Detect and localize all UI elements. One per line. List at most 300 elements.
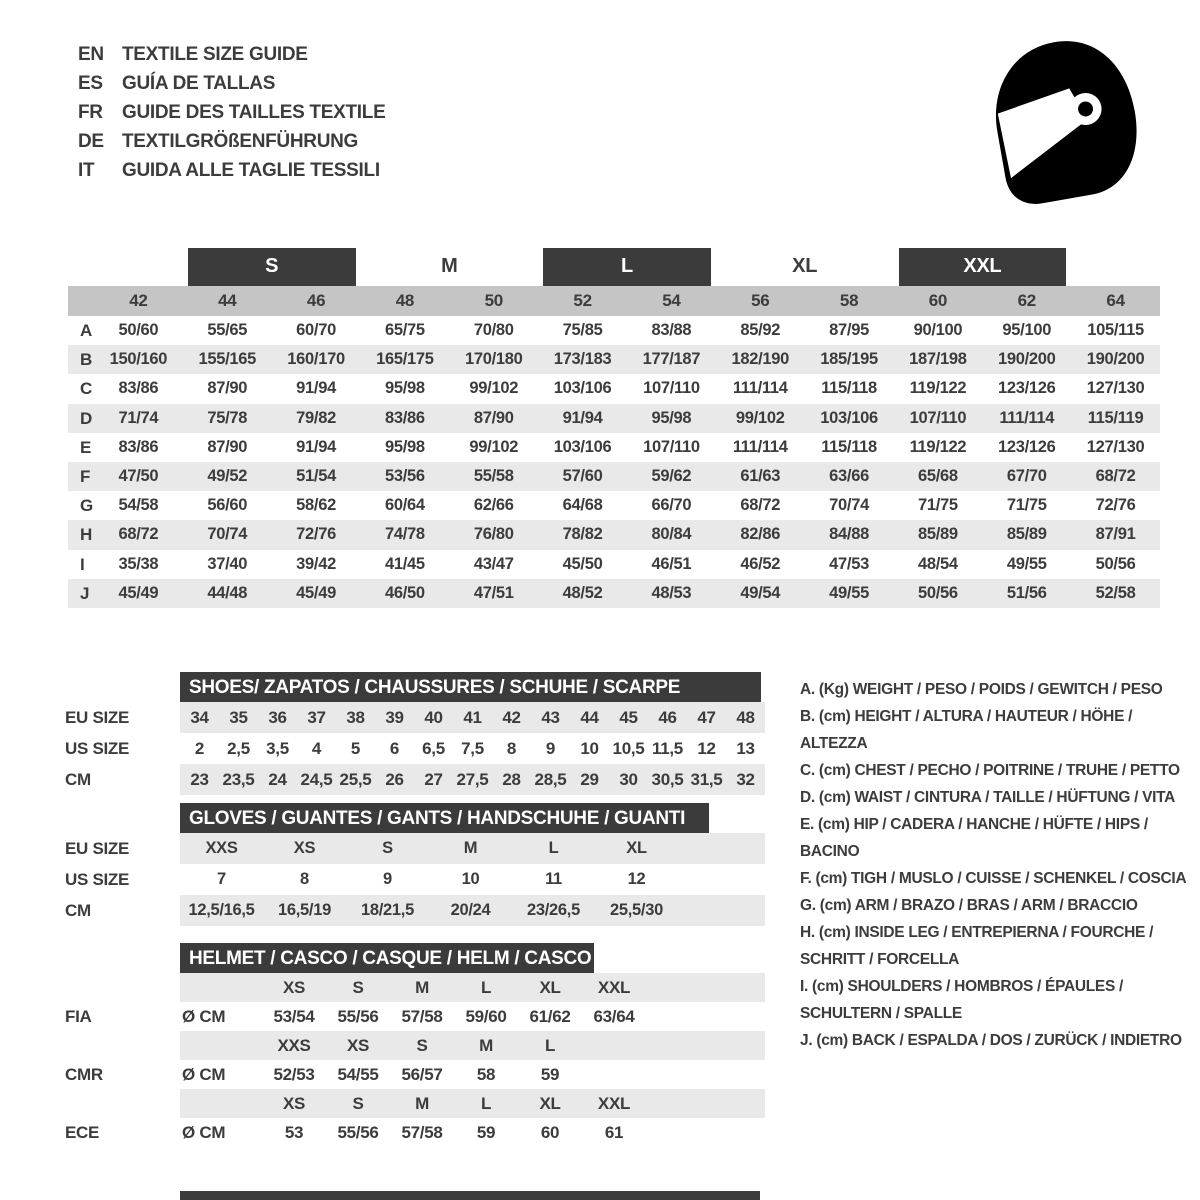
- table-row: [68, 374, 1160, 403]
- unit-cell: Ø CM: [182, 1065, 226, 1084]
- row-label: CM: [65, 770, 91, 789]
- helmet-title: HELMET / CASCO / CASQUE / HELM / CASCO: [189, 948, 592, 969]
- table-cell: 190/200: [1086, 350, 1145, 369]
- table-cell: 51/56: [1006, 583, 1047, 602]
- unit-cell: [180, 1031, 262, 1060]
- table-cell: 185/195: [820, 350, 878, 369]
- table-cell: XL: [626, 839, 647, 857]
- table-cell: 39: [385, 708, 404, 727]
- table-cell: 60: [540, 1123, 560, 1142]
- language-code: DE: [78, 131, 104, 152]
- table-row: [65, 1089, 825, 1118]
- table-cell: 59/62: [651, 466, 692, 485]
- table-cell: 25,5/30: [610, 901, 663, 919]
- table-row: [65, 1060, 825, 1089]
- table-cell: 9: [383, 870, 392, 888]
- table-cell: 87/90: [207, 379, 248, 398]
- table-cell: 47/50: [118, 466, 159, 485]
- table-cell: 37/40: [207, 554, 248, 573]
- gloves-title-bar: [180, 803, 709, 833]
- table-row: [68, 433, 1160, 462]
- table-cell: 5: [350, 739, 361, 758]
- column-header: XL: [539, 1094, 561, 1113]
- cropped-next-section-bar: [180, 1191, 760, 1200]
- helmet-table: [65, 943, 825, 1147]
- helmet-icon: [975, 26, 1153, 214]
- table-cell: 58/62: [296, 496, 336, 515]
- table-cell: 28,5: [534, 770, 567, 789]
- column-header: XS: [282, 978, 306, 997]
- row-label: US SIZE: [65, 870, 130, 889]
- table-cell: 61/63: [740, 466, 781, 485]
- table-cell: XS: [293, 839, 316, 857]
- column-header: S: [416, 1036, 428, 1055]
- column-header: 62: [1017, 291, 1036, 310]
- row-label: E: [80, 437, 92, 457]
- table-cell: 111/114: [732, 437, 788, 456]
- table-cell: 56/60: [207, 496, 248, 515]
- column-header: L: [480, 978, 492, 997]
- table-cell: 40: [424, 708, 443, 727]
- table-row: [65, 1002, 825, 1031]
- table-cell: 53/54: [273, 1007, 315, 1026]
- gloves-table: [65, 803, 825, 926]
- language-code: ES: [78, 73, 103, 94]
- row-label: [65, 1089, 180, 1118]
- table-cell: 10: [461, 870, 480, 888]
- column-header: 56: [751, 291, 770, 310]
- table-cell: 3,5: [266, 739, 289, 758]
- language-code: FR: [78, 102, 103, 123]
- legend-item: I. (cm) SHOULDERS / HOMBROS / ÉPAULES / SCHULTERN / SPALLE: [800, 978, 1124, 1022]
- row-label: CMR: [65, 1065, 103, 1084]
- shoes-title-bar: [180, 672, 761, 702]
- table-cell: 45/50: [562, 554, 603, 573]
- table-cell: 4: [311, 739, 322, 758]
- table-cell: 8: [300, 870, 309, 888]
- table-cell: 51/54: [296, 466, 336, 485]
- table-cell: 49/54: [740, 583, 781, 602]
- table-row: [65, 702, 825, 733]
- size-columns-row: [68, 286, 1160, 316]
- table-cell: 103/106: [553, 379, 612, 398]
- language-title: TEXTILE SIZE GUIDE: [122, 44, 308, 65]
- table-cell: 46: [658, 708, 677, 727]
- table-cell: [582, 1060, 646, 1089]
- table-cell: 99/102: [469, 379, 519, 398]
- column-header: 44: [218, 291, 237, 310]
- legend-item: D. (cm) WAIST / CINTURA / TAILLE / HÜFTUNG / VITA: [800, 789, 1176, 806]
- row-label: EU SIZE: [65, 708, 130, 727]
- table-row: [65, 733, 825, 764]
- table-cell: 45/49: [118, 583, 159, 602]
- table-cell: 24,5: [300, 770, 333, 789]
- table-cell: 11,5: [652, 739, 683, 758]
- table-cell: 52/58: [1095, 583, 1136, 602]
- table-cell: 18/21,5: [361, 901, 414, 919]
- row-label: F: [80, 466, 91, 486]
- row-label: J: [80, 583, 90, 603]
- table-cell: 59/60: [465, 1007, 507, 1026]
- table-cell: 155/165: [198, 350, 257, 369]
- row-content: [180, 1118, 765, 1147]
- column-header: XS: [282, 1094, 306, 1113]
- language-row: [78, 40, 385, 69]
- table-cell: 75/78: [207, 408, 248, 427]
- column-header: XL: [539, 978, 561, 997]
- column-header: 64: [1106, 291, 1125, 310]
- table-cell: 105/115: [1087, 321, 1144, 339]
- unit-cell: [180, 973, 262, 1002]
- table-cell: 29: [580, 770, 599, 789]
- table-cell: 23,5: [222, 770, 255, 789]
- table-cell: 85/89: [918, 525, 958, 544]
- table-cell: 32: [736, 770, 755, 789]
- column-header: S: [352, 1094, 364, 1113]
- size-group-xxl: XXL: [899, 248, 1067, 286]
- unit-cell: [180, 1089, 262, 1118]
- table-cell: 46/50: [385, 583, 425, 602]
- table-cell: 57/58: [401, 1007, 443, 1026]
- table-cell: 70/74: [829, 496, 869, 515]
- table-cell: 119/122: [909, 379, 967, 398]
- table-cell: 85/92: [740, 321, 781, 339]
- row-label: C: [80, 379, 92, 399]
- corner-cell: [68, 286, 94, 316]
- table-cell: 62/66: [473, 496, 514, 515]
- table-cell: 187/198: [909, 350, 967, 369]
- table-cell: 11: [545, 870, 562, 888]
- table-cell: 34: [190, 708, 209, 727]
- table-cell: 63/66: [829, 466, 869, 485]
- row-label: FIA: [65, 1007, 92, 1026]
- table-cell: 38: [346, 708, 365, 727]
- table-cell: 2: [194, 739, 205, 758]
- table-cell: 30: [619, 770, 638, 789]
- table-cell: 173/183: [553, 350, 612, 369]
- language-code: EN: [78, 44, 104, 65]
- table-cell: 190/200: [997, 350, 1056, 369]
- table-cell: 52/53: [273, 1065, 315, 1084]
- table-cell: 43: [541, 708, 560, 727]
- table-cell: 68/72: [1095, 466, 1136, 485]
- table-cell: 99/102: [469, 437, 519, 456]
- legend-item: B. (cm) HEIGHT / ALTURA / HAUTEUR / HÖHE / ALTEZZA: [800, 708, 1133, 752]
- column-header: 54: [662, 291, 681, 310]
- table-cell: 70/74: [207, 525, 248, 544]
- language-title: GUÍA DE TALLAS: [122, 73, 276, 94]
- table-cell: 12: [627, 870, 646, 888]
- table-cell: 83/86: [118, 437, 159, 456]
- table-cell: L: [548, 839, 559, 857]
- table-cell: 72/76: [1095, 496, 1136, 515]
- row-content: [180, 1089, 765, 1118]
- table-row: [68, 579, 1160, 608]
- table-cell: 70/80: [473, 321, 514, 339]
- language-list: [78, 40, 385, 185]
- table-cell: 12: [697, 739, 716, 758]
- table-cell: 53/56: [385, 466, 425, 485]
- table-cell: 55/58: [473, 466, 514, 485]
- table-row: [65, 864, 825, 895]
- table-cell: 9: [545, 739, 556, 758]
- table-cell: 127/130: [1086, 437, 1145, 456]
- language-row: [78, 69, 385, 98]
- table-cell: 20/24: [450, 901, 491, 919]
- table-cell: 10,5: [612, 739, 645, 758]
- table-cell: 127/130: [1086, 379, 1145, 398]
- table-cell: 119/122: [909, 437, 967, 456]
- table-cell: 50/56: [918, 583, 958, 602]
- table-cell: 65/68: [918, 466, 958, 485]
- table-cell: 79/82: [296, 408, 336, 427]
- table-cell: 6: [389, 739, 400, 758]
- table-cell: 16,5/19: [278, 901, 331, 919]
- unit-cell: Ø CM: [182, 1007, 226, 1026]
- table-cell: 43/47: [473, 554, 514, 573]
- row-content: [180, 733, 765, 764]
- row-label: A: [80, 321, 92, 340]
- table-cell: 27: [424, 770, 443, 789]
- table-cell: 123/126: [997, 437, 1056, 456]
- column-header: XXL: [597, 1094, 631, 1113]
- table-cell: 90/100: [913, 321, 963, 339]
- table-cell: 75/85: [562, 321, 603, 339]
- table-cell: 55/65: [207, 321, 248, 339]
- table-cell: 177/187: [642, 350, 701, 369]
- table-cell: 10: [580, 739, 599, 758]
- column-header: L: [480, 1094, 492, 1113]
- table-cell: 95/98: [385, 437, 425, 456]
- table-cell: 45/49: [296, 583, 336, 602]
- table-cell: 7: [217, 870, 226, 888]
- table-cell: 6,5: [422, 739, 445, 758]
- row-label: [65, 1031, 180, 1060]
- table-cell: 87/90: [207, 437, 248, 456]
- table-cell: 56/57: [401, 1065, 443, 1084]
- table-cell: 99/102: [735, 408, 785, 427]
- table-cell: 65/75: [385, 321, 425, 339]
- table-cell: 54/55: [337, 1065, 379, 1084]
- table-cell: S: [382, 839, 393, 857]
- table-row: [68, 550, 1160, 579]
- table-cell: 61: [604, 1123, 624, 1142]
- row-content: [180, 702, 765, 733]
- table-cell: 107/110: [643, 437, 700, 456]
- table-cell: 82/86: [740, 525, 781, 544]
- table-cell: 59: [476, 1123, 496, 1142]
- table-cell: 44/48: [207, 583, 248, 602]
- table-cell: 46/52: [740, 554, 781, 573]
- table-cell: 87/91: [1095, 525, 1136, 544]
- table-cell: 74/78: [385, 525, 425, 544]
- table-cell: 57/60: [562, 466, 603, 485]
- column-header: M: [479, 1036, 493, 1055]
- table-cell: 85/89: [1006, 525, 1047, 544]
- size-table-body: [68, 316, 1160, 608]
- column-header: 42: [129, 291, 148, 310]
- language-title: TEXTILGRÖßENFÜHRUNG: [122, 131, 359, 152]
- size-group-s: S: [188, 248, 356, 286]
- table-cell: 54/58: [118, 496, 159, 515]
- table-cell: 107/110: [643, 379, 700, 398]
- table-cell: 160/170: [287, 350, 345, 369]
- table-cell: 7,5: [461, 739, 484, 758]
- table-cell: 12,5/16,5: [188, 901, 255, 919]
- row-label: I: [80, 554, 85, 574]
- gloves-table-body: [65, 833, 825, 926]
- table-cell: 49/55: [829, 583, 869, 602]
- table-row: [68, 316, 1160, 345]
- row-label: US SIZE: [65, 739, 130, 758]
- table-cell: 91/94: [296, 437, 336, 456]
- table-cell: 30,5: [651, 770, 684, 789]
- table-cell: 60/70: [296, 321, 336, 339]
- column-header: S: [352, 978, 364, 997]
- table-cell: 53: [284, 1123, 304, 1142]
- table-cell: 91/94: [562, 408, 603, 427]
- language-code: IT: [78, 160, 95, 181]
- language-row: [78, 98, 385, 127]
- table-cell: 55/56: [337, 1007, 379, 1026]
- table-cell: 59: [540, 1065, 560, 1084]
- row-label: H: [80, 525, 92, 545]
- table-cell: 80/84: [651, 525, 692, 544]
- table-cell: 71/74: [118, 408, 159, 427]
- column-header: [582, 1031, 646, 1060]
- table-row: [65, 833, 825, 864]
- table-cell: 48/52: [562, 583, 603, 602]
- table-row: [65, 1118, 825, 1147]
- size-group-l: L: [543, 248, 711, 286]
- table-row: [65, 973, 825, 1002]
- table-cell: 103/106: [820, 408, 878, 427]
- table-cell: 28: [502, 770, 521, 789]
- table-cell: 42: [502, 708, 521, 727]
- helmet-icon-svg: [975, 26, 1153, 214]
- column-header: M: [415, 1094, 429, 1113]
- table-cell: 60/64: [385, 496, 425, 515]
- table-cell: 25,5: [339, 770, 372, 789]
- table-row: [68, 491, 1160, 520]
- table-cell: 87/95: [829, 321, 869, 339]
- table-cell: 115/118: [821, 437, 877, 456]
- row-content: [180, 973, 765, 1002]
- table-cell: 165/175: [376, 350, 434, 369]
- unit-cell: Ø CM: [182, 1123, 226, 1142]
- column-header: 52: [573, 291, 592, 310]
- table-cell: 49/52: [207, 466, 248, 485]
- row-content: [180, 1031, 765, 1060]
- table-cell: 58: [476, 1065, 496, 1084]
- table-cell: 78/82: [562, 525, 603, 544]
- gloves-title: GLOVES / GUANTES / GANTS / HANDSCHUHE / GUANTI: [189, 808, 686, 829]
- row-label: CM: [65, 901, 91, 920]
- language-row: [78, 127, 385, 156]
- table-cell: 45: [619, 708, 638, 727]
- row-content: [180, 895, 765, 926]
- table-cell: 63/64: [593, 1007, 635, 1026]
- table-cell: 95/98: [651, 408, 692, 427]
- table-cell: 71/75: [918, 496, 958, 515]
- table-cell: 46/51: [651, 554, 692, 573]
- table-cell: 47/53: [829, 554, 869, 573]
- language-title: GUIDE DES TAILLES TEXTILE: [122, 102, 386, 123]
- table-cell: 48/54: [918, 554, 958, 573]
- table-cell: 35: [229, 708, 248, 727]
- column-header: 50: [484, 291, 503, 310]
- table-cell: 72/76: [296, 525, 336, 544]
- table-cell: 103/106: [553, 437, 612, 456]
- row-label: [65, 973, 180, 1002]
- row-label: EU SIZE: [65, 839, 130, 858]
- column-header: 48: [395, 291, 415, 310]
- table-cell: 47: [697, 708, 716, 727]
- table-cell: XXS: [205, 839, 238, 857]
- table-cell: 68/72: [740, 496, 781, 515]
- table-cell: 66/70: [651, 496, 692, 515]
- table-cell: 36: [268, 708, 287, 727]
- table-cell: 26: [385, 770, 404, 789]
- legend-item: G. (cm) ARM / BRAZO / BRAS / ARM / BRACCIO: [800, 897, 1138, 914]
- table-row: [68, 404, 1160, 433]
- row-label: ECE: [65, 1123, 100, 1142]
- table-cell: 84/88: [829, 525, 869, 544]
- table-cell: 61/62: [529, 1007, 571, 1026]
- table-cell: 41: [463, 708, 482, 727]
- column-header: 46: [306, 291, 326, 310]
- column-header: M: [415, 978, 429, 997]
- table-cell: 41/45: [385, 554, 425, 573]
- language-row: [78, 156, 385, 185]
- legend-item: H. (cm) INSIDE LEG / ENTREPIERNA / FOURCHE / SCHRITT / FORCELLA: [800, 924, 1154, 968]
- table-cell: 68/72: [118, 525, 159, 544]
- row-content: [180, 864, 765, 895]
- table-cell: 150/160: [109, 350, 168, 369]
- column-header: L: [544, 1036, 556, 1055]
- table-cell: 31,5: [690, 770, 723, 789]
- table-cell: 87/90: [473, 408, 514, 427]
- table-cell: 47/51: [473, 583, 514, 602]
- column-header: 58: [839, 291, 859, 310]
- table-row: [65, 1031, 825, 1060]
- table-row: [68, 520, 1160, 549]
- table-cell: 13: [736, 739, 755, 758]
- row-label: D: [80, 408, 92, 428]
- legend-item: E. (cm) HIP / CADERA / HANCHE / HÜFTE / HIPS / BACINO: [800, 816, 1148, 860]
- table-cell: 115/118: [821, 379, 877, 398]
- table-cell: 170/180: [464, 350, 523, 369]
- shoes-title: SHOES/ ZAPATOS / CHAUSSURES / SCHUHE / SCARPE: [189, 677, 681, 698]
- table-cell: 83/88: [651, 321, 692, 339]
- table-cell: 48: [736, 708, 755, 727]
- table-cell: 71/75: [1006, 496, 1047, 515]
- table-cell: 91/94: [296, 379, 336, 398]
- table-cell: 95/98: [385, 379, 425, 398]
- table-cell: 35/38: [118, 554, 159, 573]
- legend-item: C. (cm) CHEST / PECHO / POITRINE / TRUHE / PETTO: [800, 762, 1180, 779]
- table-row: [68, 345, 1160, 374]
- row-content: [180, 764, 765, 795]
- table-cell: 95/100: [1002, 321, 1052, 339]
- table-cell: 83/86: [385, 408, 425, 427]
- table-cell: 123/126: [997, 379, 1056, 398]
- legend-item: J. (cm) BACK / ESPALDA / DOS / ZURÜCK / INDIETRO: [800, 1032, 1182, 1049]
- table-cell: 182/190: [731, 350, 790, 369]
- table-cell: 23: [190, 770, 209, 789]
- column-header: 60: [928, 291, 948, 310]
- size-group-row: [68, 248, 1160, 286]
